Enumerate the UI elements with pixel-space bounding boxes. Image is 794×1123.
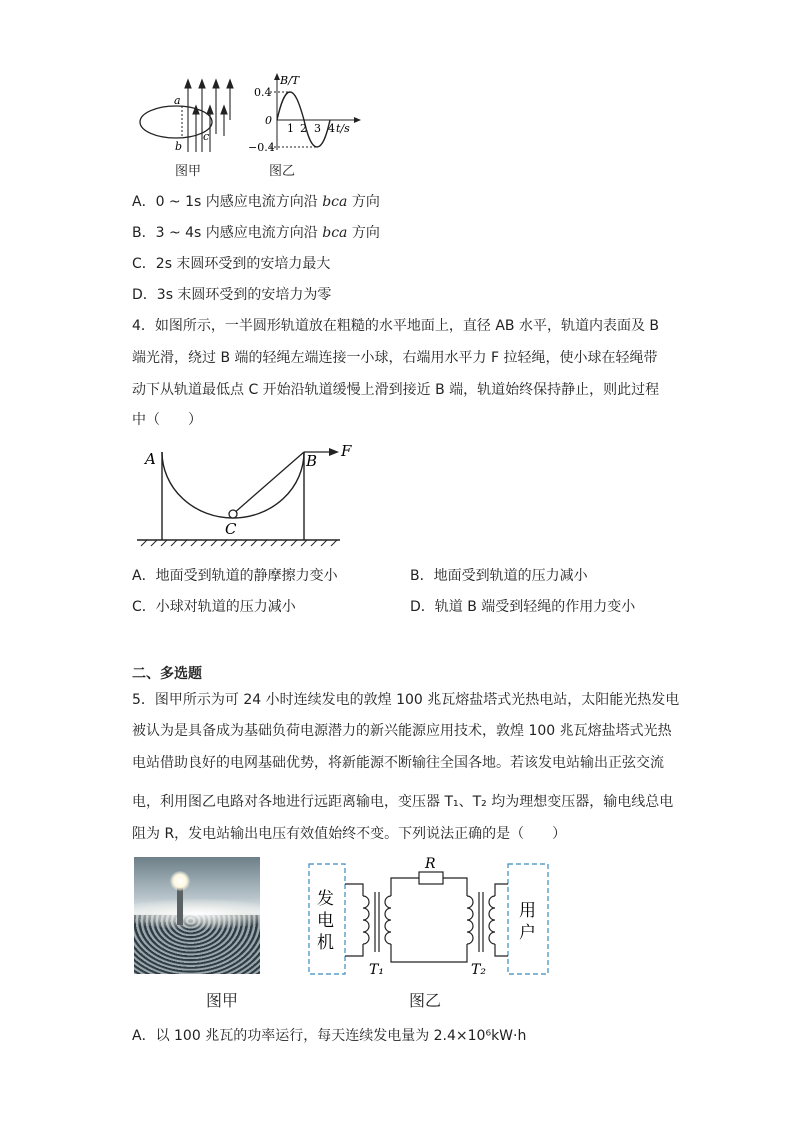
svg-text:用: 用 [519,901,536,921]
solar-plant-photo [134,857,260,974]
label-F: F [341,442,352,460]
xtick-2: 2 [300,122,307,135]
t1-secondary-coil [385,896,391,944]
xtick-4: 4 [328,122,335,135]
svg-text:发: 发 [317,889,334,909]
q4-option-b: B．地面受到轨道的压力减小 [410,568,588,584]
label-T2: T₂ [471,962,486,978]
q4-option-c: C．小球对轨道的压力减小 [132,599,296,615]
force-arrow-icon [329,448,339,456]
label-R: R [425,856,436,872]
t2-secondary-coil [489,896,495,944]
q3-option-b: B．3 ~ 4s 内感应电流方向沿 bca 方向 [132,225,380,241]
q5-stem-line-1: 5．图甲所示为可 24 小时连续发电的敦煌 100 兆瓦熔盐塔式光热电站，太阳能光热发电 [132,692,680,708]
label-T1: T₁ [369,962,384,978]
q4-stem-line-1: 4．如图所示，一半圆形轨道放在粗糙的水平地面上，直径 AB 水平，轨道内表面及 B [132,318,660,334]
q5-caption-a: 图甲 [205,991,238,1010]
q4-stem-line-4: 中（ ） [132,412,202,428]
graph-xlabel: t/s [336,122,350,135]
xtick-3: 3 [314,122,321,135]
q3-option-a: A．0 ~ 1s 内感应电流方向沿 bca 方向 [132,194,380,210]
semicircle-track [162,452,304,518]
bt-graph [248,73,361,154]
q5-stem-line-2: 被认为是具备成为基础负荷电源潜力的新兴能源应用技术，敦煌 100 兆瓦熔盐塔式光热 [132,723,672,739]
transmission-circuit [305,856,555,984]
t1-primary-coil [363,896,369,944]
label-b: b [175,140,183,153]
label-B: B [306,452,318,470]
origin-label: 0 [265,114,272,127]
ball [229,510,237,518]
q4-track-diagram [135,440,355,552]
graph-ylabel: B/T [280,74,300,87]
q5-caption-b: 图乙 [408,991,441,1010]
q5-stem-line-3: 电站借助良好的电网基础优势，将新能源不断输往全国各地。若该发电站输出正弦交流 [132,755,664,771]
q4-stem-line-2: 端光滑，绕过 B 端的轻绳左端连接一小球，右端用水平力 F 拉轻绳，使小球在轻绳带 [132,350,658,366]
q3-option-d: D．3s 末圆环受到的安培力为零 [132,287,332,303]
svg-text:户: 户 [519,923,536,943]
resistor-r [419,872,443,884]
fig3-caption-b: 图乙 [268,164,295,179]
svg-text:电: 电 [317,911,334,931]
ytick-neg: −0.4 [248,141,275,154]
q5-stem-line-5: 阻为 R，发电站输出电压有效值始终不变。下列说法正确的是（ ） [132,826,567,842]
label-c: c [203,130,210,143]
q4-stem-line-3: 动下从轨道最低点 C 开始沿轨道缓慢上滑到接近 B 端，轨道始终保持静止，则此过程 [132,382,660,398]
q5-stem-line-4: 电，利用图乙电路对各地进行远距离输电，变压器 T₁、T₂ 均为理想变压器，输电线总电 [132,794,674,810]
fig3-caption-a: 图甲 [174,164,201,179]
q3-option-c: C．2s 末圆环受到的安培力最大 [132,256,331,272]
ytick-pos: 0.4 [254,86,272,99]
xtick-1: 1 [287,122,294,135]
ring-in-field-diagram [140,80,233,153]
label-a: a [174,94,181,107]
q4-option-d: D．轨道 B 端受到轻绳的作用力变小 [410,599,636,615]
q3-figure [130,72,370,162]
label-A: A [145,450,156,468]
label-C: C [225,520,237,538]
q4-option-a: A．地面受到轨道的静摩擦力变小 [132,568,338,584]
t2-primary-coil [467,896,473,944]
section-title: 二、多选题 [132,666,202,682]
svg-text:机: 机 [317,933,334,953]
q5-option-a: A．以 100 兆瓦的功率运行，每天连续发电量为 2.4×10⁶kW·h [132,1028,527,1044]
